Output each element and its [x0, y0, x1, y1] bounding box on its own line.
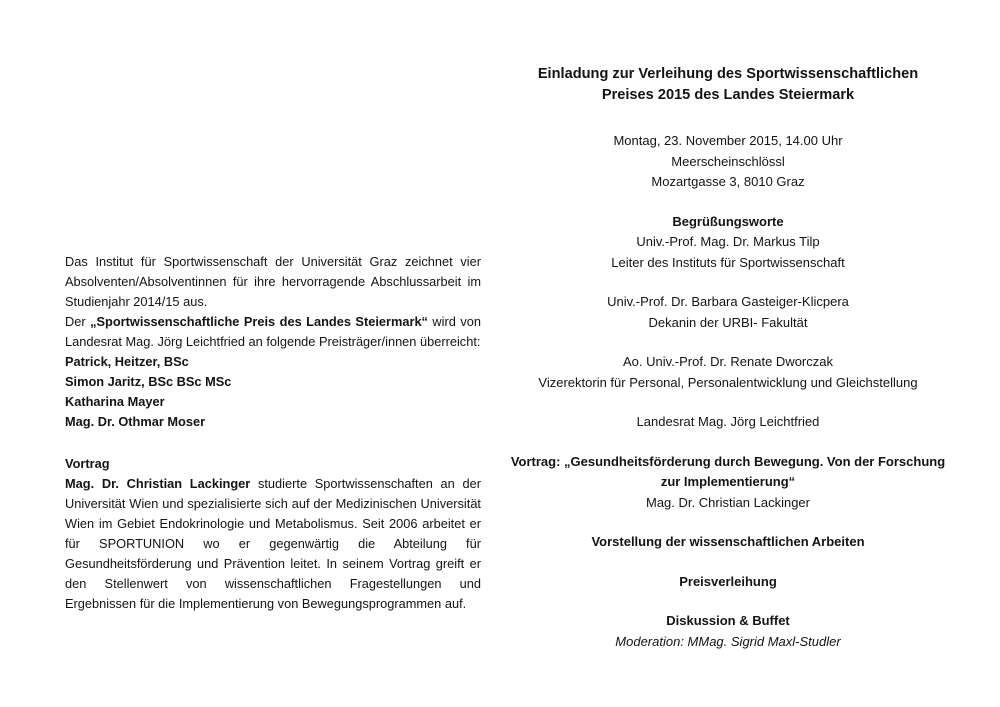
- event-datetime-block: [500, 131, 956, 193]
- works-presentation-block: [500, 532, 956, 553]
- award-paragraph-prefix: Der: [65, 314, 91, 329]
- award-name-bold: „Sportwissenschaftliche Preis des Landes Steiermark“: [90, 314, 428, 329]
- winner-name: Patrick, Heitzer, BSc: [65, 354, 189, 369]
- greeting-block: [500, 212, 956, 274]
- event-date: Montag, 23. November 2015, 14.00 Uhr: [613, 133, 843, 148]
- moderation-line: Moderation: MMag. Sigrid Maxl-Studler: [615, 633, 841, 649]
- award-heading: Preisverleihung: [679, 573, 777, 589]
- award-ceremony-block: [500, 572, 956, 593]
- left-column: [65, 252, 481, 614]
- lecture-block: [500, 452, 956, 514]
- works-heading: Vorstellung der wissenschaftlichen Arbeiten: [591, 534, 865, 549]
- greeter1-role: Leiter des Instituts für Sportwissenschaft: [611, 254, 845, 270]
- title-line-2: Preises 2015 des Landes Steiermark: [601, 87, 855, 103]
- award-paragraph-suffix: wird von Landesrat Mag. Jörg Leichtfried an folgende Preisträger/innen überreicht:: [65, 314, 481, 349]
- lecturer-bio-paragraph: [65, 474, 481, 614]
- lecture-title-line-1: Vortrag: „Gesundheitsförderung durch Bewegung. Von der Forschung: [510, 453, 946, 469]
- winner-name: Katharina Mayer: [65, 394, 165, 409]
- greeter1-name: Univ.-Prof. Mag. Dr. Markus Tilp: [636, 234, 820, 249]
- presenter-block: [500, 412, 956, 433]
- invitation-title: [500, 64, 956, 106]
- event-address: Mozartgasse 3, 8010 Graz: [651, 174, 805, 189]
- greeter3-name: Ao. Univ.-Prof. Dr. Renate Dworczak: [623, 354, 833, 369]
- winner-name: Simon Jaritz, BSc BSc MSc: [65, 374, 232, 389]
- lecturer-name-bold: Mag. Dr. Christian Lackinger: [65, 476, 251, 491]
- award-paragraph: [65, 312, 481, 352]
- discussion-block: [500, 611, 956, 652]
- event-venue: Meerscheinschlössl: [671, 153, 785, 169]
- greeter2-block: [500, 292, 956, 333]
- discussion-heading: Diskussion & Buffet: [666, 613, 790, 628]
- title-line-1: Einladung zur Verleihung des Sportwissenschaftlichen: [537, 66, 919, 82]
- greeter2-name: Univ.-Prof. Dr. Barbara Gasteiger-Klicpera: [607, 294, 849, 309]
- lecture-title-line-2: zur Implementierung“: [660, 474, 796, 489]
- lecturer-name: Mag. Dr. Christian Lackinger: [645, 494, 810, 510]
- winner-name: Mag. Dr. Othmar Moser: [65, 414, 206, 429]
- intro-paragraph: Das Institut für Sportwissenschaft der Universität Graz zeichnet vier Absolventen/Absolventinnen für ihre hervorragende Abschlussarbeit im Studienjahr 2014/15 aus.: [65, 254, 481, 309]
- greeter2-role: Dekanin der URBI- Fakultät: [648, 314, 808, 330]
- right-column: [500, 64, 956, 671]
- presenter-name: Landesrat Mag. Jörg Leichtfried: [636, 414, 820, 429]
- greeter3-block: [500, 352, 956, 393]
- greeter3-role: Vizerektorin für Personal, Personalentwicklung und Gleichstellung: [538, 374, 918, 390]
- lecture-heading: Vortrag: [65, 456, 110, 471]
- winners-list: [65, 352, 481, 432]
- lecturer-bio-text: studierte Sportwissenschaften an der Universität Wien und spezialisierte sich auf der Medizinischen Universität Wien im Gebiet Endokrinologie und Metabolismus. Seit 2006 arbeitet er für SPORTUNION wo er gegenwärtig die Abteilung für Gesundheitsförderung und Prävention leitet. In seinem Vortrag greift er den Stellenwert von wissenschaftlichen Fragestellungen und Ergebnissen für die Implementierung von Bewegungsprogrammen auf.: [65, 476, 481, 611]
- greeting-heading: Begrüßungsworte: [672, 213, 784, 229]
